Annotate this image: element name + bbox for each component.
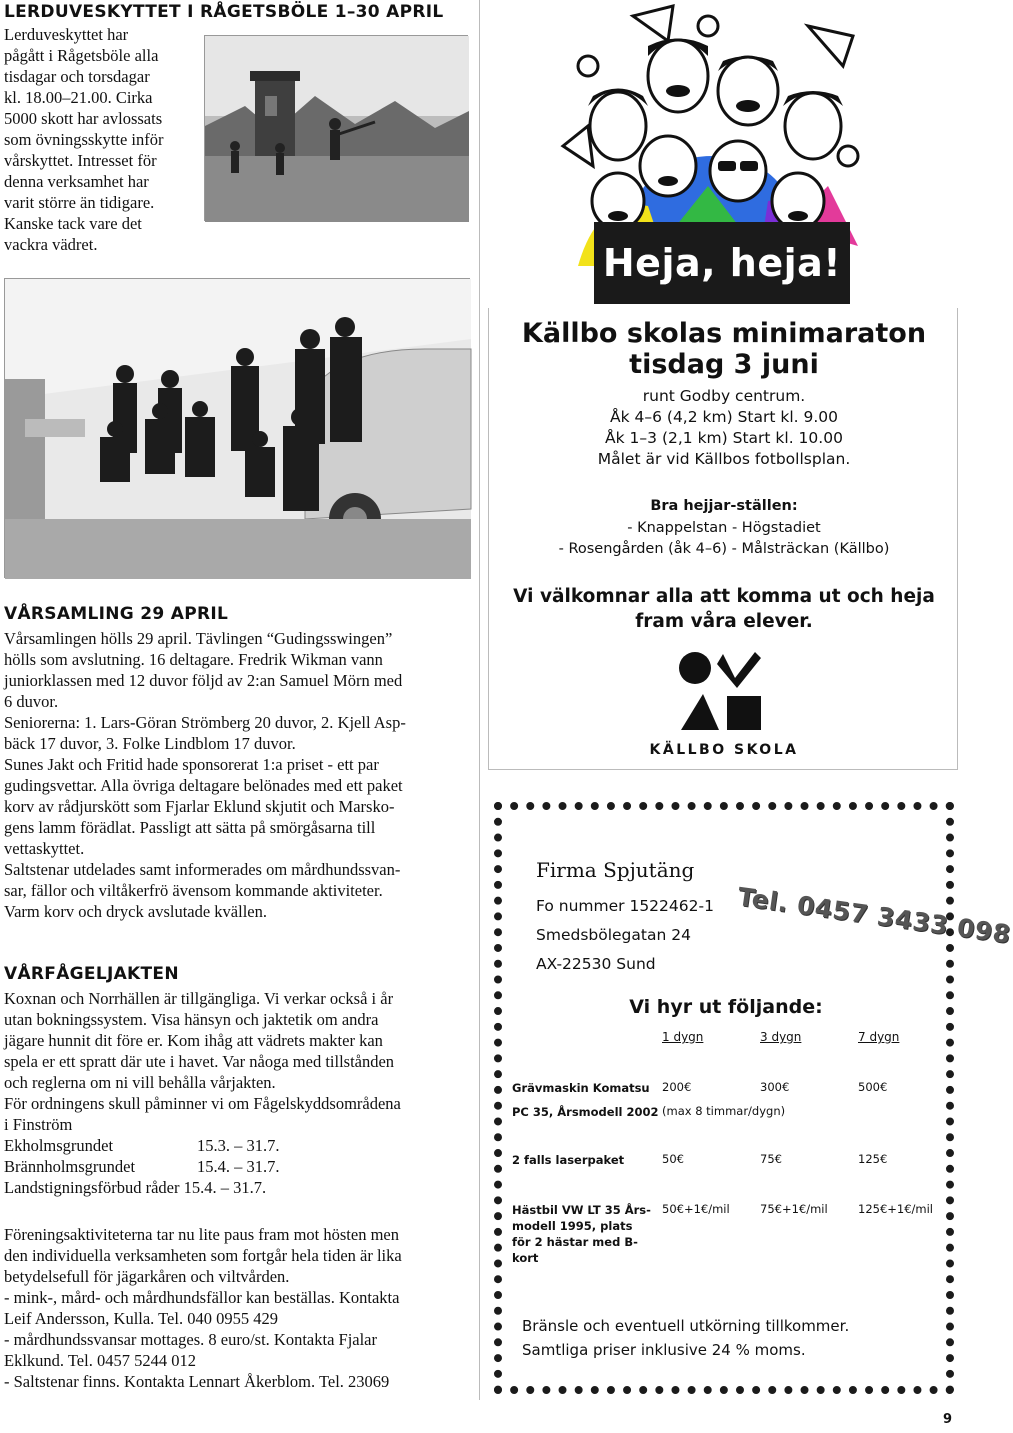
text-line: juniorklassen med 12 duvor följd av 2:an Samuel Mörn med xyxy=(4,671,403,690)
text-line: jägare hunnit dit före er. Kom ihåg att vädrets makter kan xyxy=(4,1031,383,1050)
text-line: och reglerna om ni vill behålla vårjakten. xyxy=(4,1073,276,1092)
text-line: utan bokningssystem. Visa hänsyn och jaktetik om andra xyxy=(4,1010,379,1029)
text-line: Leif Andersson, Kulla. Tel. 040 0955 429 xyxy=(4,1309,278,1328)
text-line: Lerduveskyttet har xyxy=(4,25,129,44)
footer-line: Bränsle och eventuell utkörning tillkommer. xyxy=(522,1317,850,1335)
protected-area-row xyxy=(4,1135,474,1156)
minimaraton-title xyxy=(489,318,959,380)
footer-line: Samtliga priser inklusive 24 % moms. xyxy=(522,1341,806,1359)
protected-area-row xyxy=(4,1156,474,1177)
info-line: runt Godby centrum. xyxy=(642,387,806,405)
varsamling-heading: VÅRSAMLING 29 APRIL xyxy=(4,604,229,624)
text-line: Kanske tack vare det xyxy=(4,214,142,233)
text-line: För ordningens skull påminner vi om Fågelskyddsområdena xyxy=(4,1094,401,1113)
info-line: Åk 4–6 (4,2 km) Start kl. 9.00 xyxy=(609,408,839,426)
ad-footer xyxy=(522,1314,849,1362)
text-line: gens lamm förädlat. Passligt att sätta på smörgåsarna till xyxy=(4,818,376,837)
welcome-line: fram våra elever. xyxy=(635,611,813,632)
area-name: Brännholmsgrundet xyxy=(4,1157,136,1176)
varfageljakten-text xyxy=(4,988,474,1198)
text-line: vårskyttet. Intresset för xyxy=(4,151,157,170)
text-line: i Finström xyxy=(4,1115,73,1134)
foreningsaktiviteter-text xyxy=(4,1224,474,1392)
address-line: AX-22530 Sund xyxy=(536,955,656,973)
kallbo-logo xyxy=(673,644,773,744)
text-line: Sunes Jakt och Fritid hade sponsorerat 1:a priset - ett par xyxy=(4,755,379,774)
price-cell: 75€ xyxy=(760,1152,782,1166)
text-line: varit större än tidigare. xyxy=(4,193,155,212)
hejjar-line: - Rosengården (åk 4–6) - Målsträckan (Källbo) xyxy=(558,541,890,557)
title-line: tisdag 3 juni xyxy=(629,349,819,380)
price-cell: 125€ xyxy=(858,1152,888,1166)
text-line: spela er ett spratt där ute i havet. Var nåoga med tillstånden xyxy=(4,1052,395,1071)
logo-shapes xyxy=(673,644,773,744)
text-line: Varm korv och dryck avslutade kvällen. xyxy=(4,902,268,921)
price-cell: 50€ xyxy=(662,1152,684,1166)
text-line: som övningsskytte inför xyxy=(4,130,164,149)
info-line: Åk 1–3 (2,1 km) Start kl. 10.00 xyxy=(605,429,843,447)
text-line: gudingsvettar. Alla övriga deltagare belönades med ett paket xyxy=(4,776,403,795)
phone-number: Tel. 0457 3433 098 xyxy=(735,882,1013,950)
price-cell: 125€+1€/mil xyxy=(858,1202,934,1216)
text-line: korv av rådjurskött som Fjarlar Eklund skjutit och Marsko- xyxy=(4,797,395,816)
text-line: - mink-, mård- och mårdhundsfällor kan beställas. Kontakta xyxy=(4,1288,400,1307)
area-name: Ekholmsgrundet xyxy=(4,1136,114,1155)
column-header: 7 dygn xyxy=(858,1030,900,1044)
address-line: Smedsbölegatan 24 xyxy=(536,926,691,944)
text-line: Vårsamlingen hölls 29 april. Tävlingen “Gudingsswingen” xyxy=(4,629,393,648)
hejjar-list xyxy=(489,518,959,560)
text-line: hölls som avslutning. 16 deltagare. Fredrik Wikman vann xyxy=(4,650,383,669)
company-address xyxy=(536,892,714,979)
minimaraton-info xyxy=(489,386,959,470)
welcome-text xyxy=(489,584,959,634)
text-line: denna verksamhet har xyxy=(4,172,149,191)
text-line: vackra vädret. xyxy=(4,235,98,254)
company-name: Firma Spjutäng xyxy=(536,858,695,882)
text-line: Eklkund. Tel. 0457 5244 012 xyxy=(4,1351,196,1370)
text-line: bäck 17 duvor, 3. Folke Lindblom 17 duvor. xyxy=(4,734,296,753)
varsamling-text xyxy=(4,628,474,922)
left-column xyxy=(0,0,480,1400)
text-line: kl. 18.00–21.00. Cirka xyxy=(4,88,153,107)
area-dates: 15.3. – 31.7. xyxy=(197,1136,280,1155)
rental-heading: Vi hyr ut följande: xyxy=(629,996,823,1018)
photo-illustration xyxy=(5,279,471,579)
text-line: 6 duvor. xyxy=(4,692,59,711)
text-line: Koxnan och Norrhällen är tillgängliga. Vi verkar också i år xyxy=(4,989,394,1008)
note-cell: (max 8 timmar/dygn) xyxy=(662,1104,786,1118)
text-line: Seniorerna: 1. Lars-Göran Strömberg 20 duvor, 2. Kjell Asp- xyxy=(4,713,406,732)
text-line: pågått i Rågetsböle alla xyxy=(4,46,159,65)
text-line: sar, fällor och viltåkerfrö ävensom kommande aktiviteter. xyxy=(4,881,383,900)
price-cell: 75€+1€/mil xyxy=(760,1202,828,1216)
lerduskyttet-heading: LERDUVESKYTTET I RÅGETSBÖLE 1–30 APRIL xyxy=(4,2,444,22)
heja-text: Heja, heja! xyxy=(602,241,842,285)
page-number: 9 xyxy=(942,1412,952,1427)
price-cell: 50€+1€/mil xyxy=(662,1202,730,1216)
text-line: - mårdhundssvansar mottages. 8 euro/st. Kontakta Fjalar xyxy=(4,1330,377,1349)
title-line: Källbo skolas minimaraton xyxy=(521,318,927,349)
item-name: 2 falls laserpaket xyxy=(512,1153,625,1167)
text-line: betydelsefull för jägarkåren och viltvården. xyxy=(4,1267,290,1286)
item-name: PC 35, Årsmodell 2002 xyxy=(512,1105,659,1119)
shooting-tower-photo xyxy=(204,35,468,221)
price-cell: 200€ xyxy=(662,1080,692,1094)
hejjar-title: Bra hejjar-ställen: xyxy=(650,498,798,514)
lerduskyttet-text xyxy=(4,24,200,255)
column-header: 1 dygn xyxy=(662,1030,704,1044)
address-line: Fo nummer 1522462-1 xyxy=(536,897,714,915)
photo-illustration xyxy=(205,36,469,222)
group-photo xyxy=(4,278,470,578)
landing-ban-text: Landstigningsförbud råder 15.4. – 31.7. xyxy=(4,1178,267,1197)
item-name: Grävmaskin Komatsu xyxy=(512,1081,650,1095)
text-line: Saltstenar utdelades samt informerades om mårdhundssvan- xyxy=(4,860,401,879)
text-line: Föreningsaktiviteterna tar nu lite paus fram mot hösten men xyxy=(4,1225,399,1244)
heja-banner xyxy=(594,222,850,304)
text-line: vettaskyttet. xyxy=(4,839,85,858)
info-line: Målet är vid Källbos fotbollsplan. xyxy=(597,450,851,468)
text-line: tisdagar och torsdagar xyxy=(4,67,150,86)
column-header: 3 dygn xyxy=(760,1030,802,1044)
text-line: - Saltstenar finns. Kontakta Lennart Åkerblom. Tel. 23069 xyxy=(4,1372,390,1391)
text-line: 5000 skott har avlossats xyxy=(4,109,163,128)
hejjar-line: - Knappelstan - Högstadiet xyxy=(627,520,821,536)
area-dates: 15.4. – 31.7. xyxy=(197,1157,280,1176)
text-line: den individuella verksamheten som fortgår hela tiden är lika xyxy=(4,1246,402,1265)
welcome-line: Vi välkomnar alla att komma ut och heja xyxy=(513,586,935,607)
price-cell: 300€ xyxy=(760,1080,790,1094)
rental-advertisement xyxy=(494,802,1013,1394)
item-name: Hästbil VW LT 35 Års-modell 1995, plats för 2 hästar med B-kort xyxy=(512,1203,651,1265)
kallbo-minimaraton-panel xyxy=(488,308,958,770)
varfageljakten-heading: VÅRFÅGELJAKTEN xyxy=(4,964,179,984)
logo-text: KÄLLBO SKOLA xyxy=(649,742,799,758)
price-cell: 500€ xyxy=(858,1080,888,1094)
